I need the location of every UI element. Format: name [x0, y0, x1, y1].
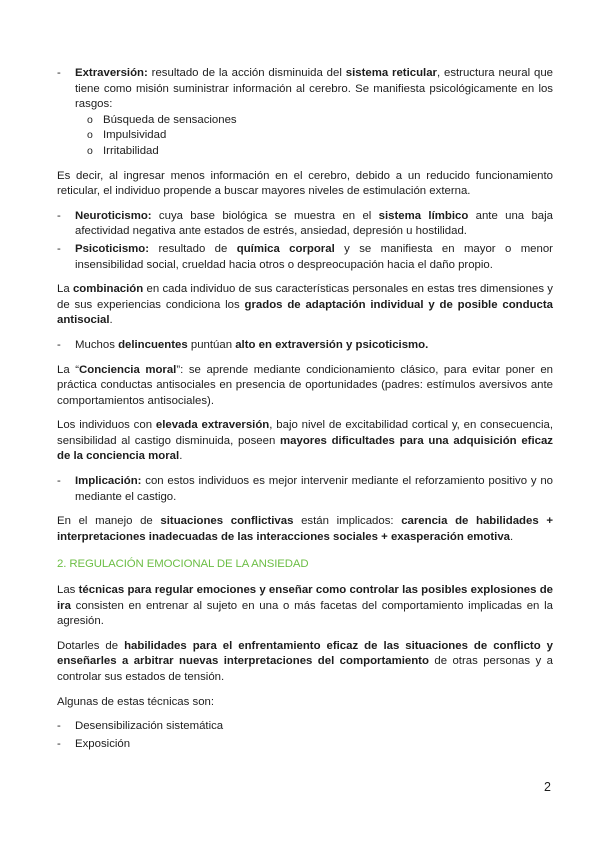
paragraph-moral-conscience [57, 363, 553, 410]
bold-text: química corporal [236, 242, 335, 255]
page-number: 2 [544, 780, 551, 794]
text: ”: se aprende mediante condicionamiento clásico, para evitar poner en práctica conductas antisociales en presencia de oportunidades (padres: estímulos aversivos ante comportamientos antisociales). [57, 363, 554, 407]
text: Muchos [75, 338, 119, 351]
text: consisten en entrenar al sujeto en una o más facetas del comportamiento implicadas en la agresión. [57, 599, 553, 628]
bold-text: alto en extraversión y psicoticismo. [235, 338, 429, 351]
technique-item: - Exposición [57, 737, 553, 753]
term-implication: Implicación: [75, 475, 142, 488]
paragraph-skills [57, 639, 553, 686]
text: La “ [57, 363, 80, 376]
dimension-list-extraversion [57, 66, 553, 160]
section-heading: 2. REGULACIÓN EMOCIONAL DE LA ANSIEDAD [57, 558, 309, 571]
text: . [179, 450, 183, 463]
page-content [57, 66, 553, 761]
text: en cada individuo de sus características personales en estas tres dimensiones y de sus experiencias condiciona los [57, 283, 553, 311]
text: resultado de la acción disminuida del [147, 67, 346, 79]
trait-item: o Impulsividad [87, 128, 553, 144]
delinquents-list [57, 338, 553, 354]
text: , bajo nivel de excitabilidad cortical y, en consecuencia, sensibilidad al castigo disminuida, poseen [57, 419, 554, 447]
text: están implicados: [293, 515, 402, 528]
bold-text: sistema límbico [378, 209, 469, 222]
text: ante una baja afectividad negativa ante estados de estrés, ansiedad, depresión u hostilidad. [75, 209, 553, 238]
text: con estos individuos es mejor intervenir mediante el reforzamiento positivo y no mediante el castigo. [75, 475, 553, 503]
paragraph-extraversion-individuals [57, 418, 553, 465]
text: puntúan [187, 338, 236, 351]
bold-text: grados de adaptación individual y de posible conducta antisocial [57, 298, 553, 327]
text: . [510, 530, 514, 543]
traits-list [75, 113, 553, 160]
text: y se manifiesta en mayor o menor insensibilidad social, crueldad hacia otros o despreocupación hacia el daño propio. [75, 242, 553, 271]
techniques-list [57, 719, 553, 752]
term-psychoticism: Psicoticismo: [75, 242, 150, 255]
text: . [109, 314, 113, 327]
text: Las [57, 584, 79, 597]
trait-item: o Búsqueda de sensaciones [87, 113, 553, 129]
bold-text: sistema reticular [345, 67, 437, 79]
paragraph-intro-techniques: Algunas de estas técnicas son: [57, 695, 215, 708]
list-item-psychoticism [57, 242, 553, 273]
text: Los individuos con [57, 419, 156, 432]
bold-text: carencia de habilidades + interpretaciones inadecuadas de las interacciones sociales + exasperación emotiva [57, 515, 553, 543]
bold-text: situaciones conflictivas [160, 515, 294, 528]
bold-text: combinación [72, 283, 144, 296]
implication-list [57, 474, 553, 505]
text: de otras personas y a controlar sus estados de tensión. [57, 655, 553, 683]
text: En el manejo de [57, 515, 161, 528]
text: , estructura neural que tiene como misión suministrar información al cerebro. Se manifiesta psicológicamente en los rasgos: [75, 67, 553, 111]
term-neuroticism: Neuroticismo: [75, 209, 152, 222]
bold-text: Conciencia moral [79, 363, 177, 376]
text: La [57, 283, 73, 296]
text: resultado de [149, 242, 237, 255]
bold-text: elevada extraversión [155, 419, 270, 432]
bold-text: técnicas para regular emociones y enseñar como controlar las posibles explosiones de ira [57, 584, 553, 612]
bold-text: habilidades para el enfrentamiento eficaz de las situaciones de conflicto y enseñarles a arbitrar nuevas interpretaciones del comportamiento [57, 639, 553, 668]
list-item-delinquents [57, 338, 553, 354]
text: Dotarles de [57, 639, 125, 652]
list-item-implication [57, 474, 553, 505]
paragraph-reticular: Es decir, al ingresar menos información en el cerebro, debido a un reducido funcionamiento reticular, el individuo propende a buscar mayores niveles de estimulación externa. [57, 169, 553, 198]
list-item-extraversion [57, 66, 553, 160]
term-extraversion: Extraversión: [75, 67, 148, 79]
list-item-neuroticism [57, 209, 553, 240]
technique-item: - Desensibilización sistemática [57, 719, 553, 735]
paragraph-conflict-situations [57, 514, 553, 545]
paragraph-combination [57, 282, 553, 329]
text: cuya base biológica se muestra en el [151, 209, 379, 222]
bold-text: mayores dificultades para una adquisición eficaz de la conciencia moral [57, 434, 553, 463]
trait-item: o Irritabilidad [87, 144, 553, 160]
bold-text: delincuentes [118, 338, 188, 351]
dimension-list [57, 209, 553, 273]
paragraph-techniques [57, 583, 553, 630]
